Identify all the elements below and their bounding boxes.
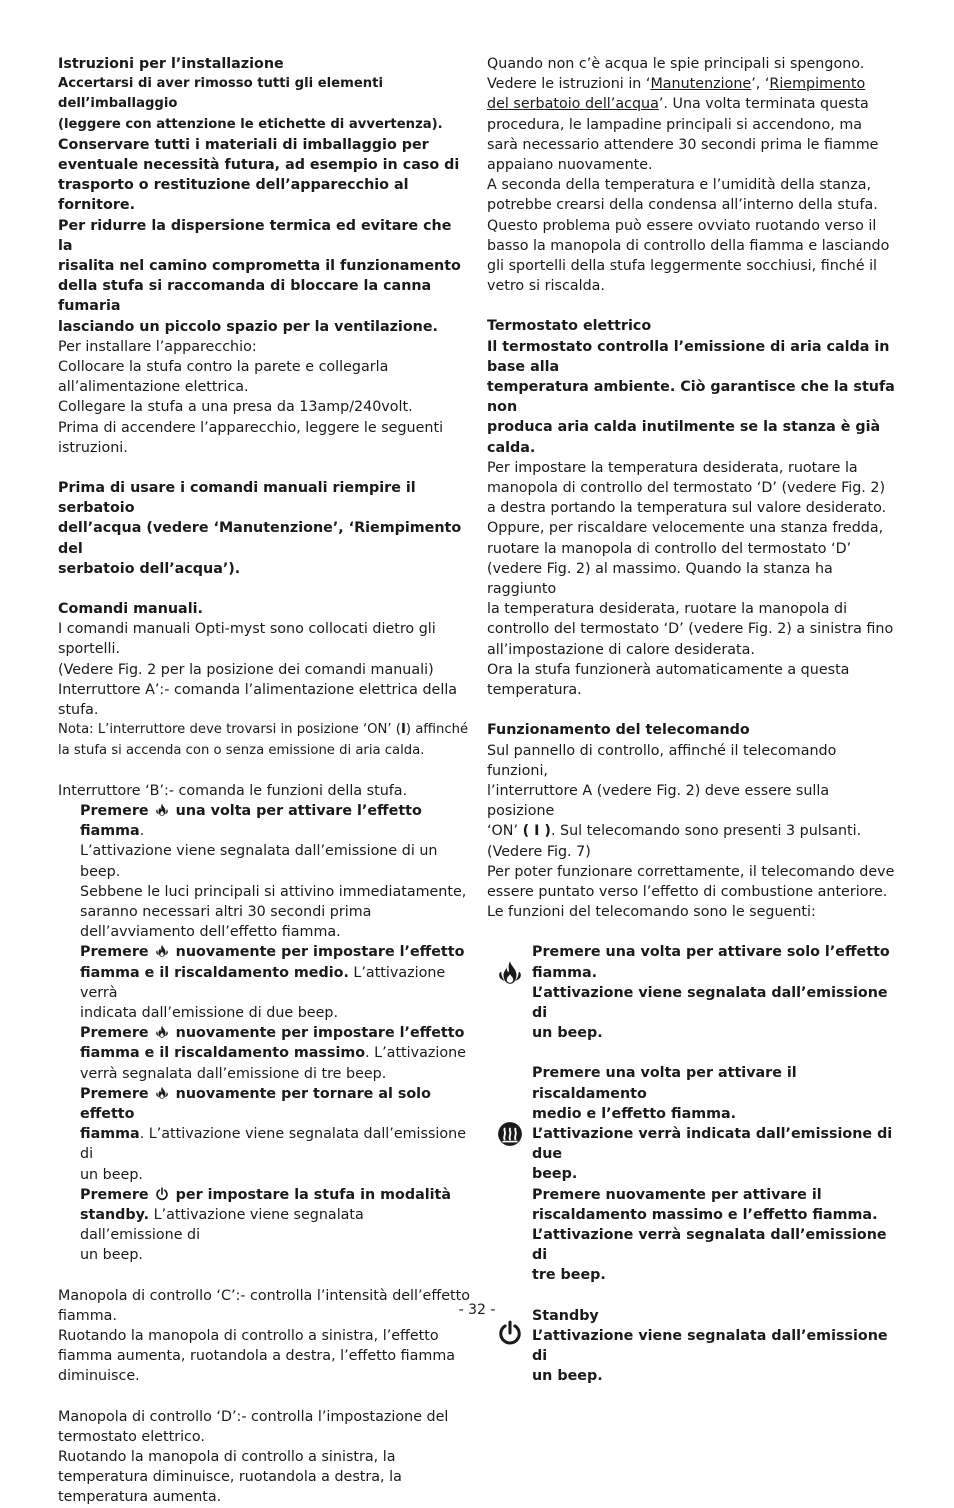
bold-line: Premere una volta per attivare solo l’effetto — [532, 944, 890, 961]
text-line: ruotare la manopola di controllo del termostato ‘D’ — [487, 540, 852, 557]
text-line: Manopola di controllo ‘D’:- controlla l’impostazione del — [58, 1408, 449, 1425]
switch-b-steps — [58, 801, 470, 1266]
text-line: (Vedere Fig. 2 per la posizione dei comandi manuali) — [58, 661, 434, 678]
text-line: Sul pannello di controllo, affinché il telecomando funzioni, — [487, 742, 837, 779]
text-line: sportelli. — [58, 641, 121, 658]
on-symbol: ( I ) — [522, 823, 551, 840]
text-line: Interruttore A’:- comanda l’alimentazione elettrica della — [58, 681, 458, 698]
thermostat-bold — [487, 337, 899, 458]
bold-line: dell’acqua (vedere ‘Manutenzione’, ‘Riempimento del — [58, 520, 462, 557]
bold-text: fiamma e il riscaldamento massimo — [80, 1045, 366, 1062]
bold-line: serbatoio dell’acqua’). — [58, 560, 241, 577]
bold-line: riscaldamento massimo e l’effetto fiamma. — [532, 1206, 878, 1223]
text-line: temperatura. — [487, 682, 582, 699]
text-line: L’attivazione viene segnalata dall’emissione di un beep. — [80, 843, 438, 880]
text-line: Quando non c’è acqua le spie principali si spengono. — [487, 56, 865, 72]
bold-line: beep. — [532, 1166, 578, 1183]
on-symbol: I — [400, 722, 406, 738]
flame-icon — [497, 960, 523, 986]
power-icon — [155, 1187, 169, 1201]
text-line: saranno necessari altri 30 secondi prima — [80, 903, 372, 920]
switch-b-text: Interruttore ‘B’:- comanda le funzioni della stufa. — [58, 782, 408, 799]
flame-icon — [155, 944, 169, 958]
manual-controls-text — [58, 619, 470, 720]
text-line: fiamma aumenta, ruotandola a destra, l’effetto fiamma — [58, 1348, 456, 1365]
thermostat-text — [487, 458, 899, 700]
text-line: Ora la stufa funzionerà automaticamente a questa — [487, 661, 850, 678]
text-line: un beep. — [80, 1247, 143, 1264]
bold-line: L’attivazione viene segnalata dall’emissione di — [532, 1327, 888, 1364]
remote-flame-function — [487, 942, 899, 1043]
flame-icon — [155, 1025, 169, 1039]
text: ’, ‘ — [751, 76, 770, 93]
nota-text: Nota: L’interruttore deve trovarsi in posizione ‘ON’ ( — [58, 722, 401, 738]
text-line: Per poter funzionare correttamente, il telecomando deve — [487, 863, 895, 880]
text-line: procedura, le lampadine principali si accendono, ma — [487, 116, 863, 133]
refill-link[interactable]: del serbatoio dell’acqua — [487, 96, 659, 113]
text-line: Sebbene le luci principali si attivino immediatamente, — [80, 883, 467, 900]
flame-icon — [155, 803, 169, 817]
text-line: Oppure, per riscaldare velocemente una stanza fredda, — [487, 520, 884, 537]
maintenance-link[interactable]: Manutenzione — [650, 76, 752, 93]
text-line: temperatura aumenta. — [58, 1489, 222, 1506]
install-steps — [58, 337, 470, 458]
text-line: stufa. — [58, 702, 99, 719]
heat-icon — [497, 1121, 523, 1147]
nota — [58, 720, 470, 760]
bold-text: per impostare la stufa in modalità — [175, 1186, 452, 1203]
text-line: termostato elettrico. — [58, 1428, 205, 1445]
bold-text: standby. — [80, 1206, 150, 1223]
text-line: A seconda della temperatura e l’umidità della stanza, — [487, 177, 872, 194]
text: L’attivazione viene segnalata dall’emissione di — [80, 1206, 364, 1244]
install-bold-notes — [58, 135, 470, 337]
text-line: all’alimentazione elettrica. — [58, 379, 249, 396]
bold-line: Conservare tutti i materiali di imballaggio per — [58, 136, 429, 153]
thermostat-title: Termostato elettrico — [487, 318, 652, 335]
bold-line: L’attivazione viene segnalata dall’emissione di — [532, 984, 888, 1021]
text-line: controllo del termostato ‘D’ (vedere Fig. 2) a sinistra fino — [487, 621, 894, 638]
bold-text: nuovamente per impostare l’effetto — [175, 1025, 465, 1042]
text-line: Prima di accendere l’apparecchio, leggere le seguenti — [58, 419, 444, 436]
text-line: verrà segnalata dall’emissione di tre beep. — [80, 1065, 387, 1082]
bold-text: Premere — [80, 1025, 149, 1042]
text-line: l’interruttore A (vedere Fig. 2) deve essere sulla posizione — [487, 782, 830, 820]
text-line: vetro si riscalda. — [487, 278, 605, 295]
text-line: istruzioni. — [58, 439, 128, 456]
bold-line: trasporto o restituzione dell’apparecchio al fornitore. — [58, 177, 409, 214]
nota-text: ) affinché — [405, 722, 469, 738]
before-manual-note — [58, 478, 470, 579]
install-title: Istruzioni per l’installazione — [58, 56, 284, 72]
bold-line: risalita nel camino comprometta il funzionamento — [58, 258, 461, 275]
page-number: - 32 - — [458, 1302, 496, 1318]
bold-line: Per ridurre la dispersione termica ed evitare che la — [58, 217, 452, 254]
text-line: gli sportelli della stufa leggermente socchiusi, finché il — [487, 258, 878, 275]
bold-line: Prima di usare i comandi manuali riempire il serbatoio — [58, 480, 416, 517]
manual-controls-title: Comandi manuali. — [58, 601, 203, 618]
text: . L’attivazione — [365, 1045, 466, 1062]
bold-text: fiamma — [80, 1126, 140, 1143]
nota-text: la stufa si accenda con o senza emissione di aria calda. — [58, 742, 425, 758]
text-line: sarà necessario attendere 30 secondi prima le fiamme — [487, 136, 879, 153]
remote-heat-function — [487, 1063, 899, 1285]
text: ‘ON’ — [487, 823, 523, 840]
text-line: all’impostazione di calore desiderata. — [487, 641, 755, 658]
bold-line: tre beep. — [532, 1267, 606, 1284]
bold-text: Premere — [80, 1085, 149, 1102]
text-line: (vedere Fig. 2) al massimo. Quando la stanza ha raggiunto — [487, 560, 833, 598]
text-line: temperatura diminuisce, ruotandola a destra, la — [58, 1469, 402, 1486]
bold-line: eventuale necessità futura, ad esempio in caso di — [58, 157, 460, 174]
bold-line: Standby — [532, 1307, 599, 1324]
text-line: a destra portando la temperatura sul valore desiderato. — [487, 500, 887, 517]
bold-line: L’attivazione verrà indicata dall’emissione di due — [532, 1125, 893, 1163]
text: ’. Una volta terminata questa — [658, 96, 869, 113]
install-warning — [58, 74, 470, 135]
knob-c-text — [58, 1286, 470, 1387]
bold-line: produca aria calda inutilmente se la stanza è già calda. — [487, 419, 881, 456]
bold-line: della stufa si raccomanda di bloccare la canna fumaria — [58, 278, 432, 315]
bold-text: Premere — [80, 1186, 149, 1203]
bold-text: Premere — [80, 802, 149, 819]
text-line: la temperatura desiderata, ruotare la manopola di — [487, 601, 848, 618]
bold-line: Premere una volta per attivare il riscaldamento — [532, 1065, 797, 1102]
refill-link[interactable]: Riempimento — [769, 76, 866, 93]
text-line: appaiano nuovamente. — [487, 157, 653, 174]
bold-line: medio e l’effetto fiamma. — [532, 1105, 737, 1122]
text-line: fiamma. — [58, 1307, 117, 1324]
text: . L’attivazione viene segnalata dall’emissione di — [80, 1126, 466, 1163]
text-line: dell’avviamento dell’effetto fiamma. — [80, 924, 341, 941]
text-line: diminuisce. — [58, 1368, 140, 1385]
right-column — [487, 54, 899, 1386]
bold-line: L’attivazione verrà segnalata dall’emissione di — [532, 1226, 887, 1264]
text-line: manopola di controllo del termostato ‘D’ (vedere Fig. 2) — [487, 480, 886, 497]
left-column — [58, 54, 470, 1508]
flame-icon — [155, 1086, 169, 1100]
bold-line: un beep. — [532, 1368, 603, 1385]
text: . Sul telecomando sono presenti 3 pulsanti. — [550, 823, 862, 840]
text: L’attivazione verrà — [80, 964, 446, 1001]
bold-text: nuovamente per impostare l’effetto — [175, 944, 465, 961]
power-icon — [497, 1320, 523, 1346]
text-line: (Vedere Fig. 7) — [487, 843, 591, 860]
text: Vedere le istruzioni in ‘ — [487, 76, 651, 93]
text-line: indicata dall’emissione di due beep. — [80, 1004, 339, 1021]
text-line: Le funzioni del telecomando sono le seguenti: — [487, 904, 816, 921]
text-line: un beep. — [80, 1166, 143, 1183]
text-line: essere puntato verso l’effetto di combustione anteriore. — [487, 883, 888, 900]
bold-line: fiamma. — [532, 964, 598, 981]
bold-text: fiamma e il riscaldamento medio. — [80, 964, 349, 981]
text-line: basso la manopola di controllo della fiamma e lasciando — [487, 237, 890, 254]
text-line: Collegare la stufa a una presa da 13amp/240volt. — [58, 399, 413, 416]
bold-line: un beep. — [532, 1025, 603, 1042]
text-line: Questo problema può essere ovviato ruotando verso il — [487, 217, 877, 234]
bold-line: temperatura ambiente. Ciò garantisce che la stufa non — [487, 379, 895, 416]
bold-line: lasciando un piccolo spazio per la ventilazione. — [58, 318, 438, 335]
bold-text: nuovamente per tornare al solo effetto — [80, 1085, 431, 1122]
text-line: Collocare la stufa contro la parete e collegarla — [58, 359, 389, 376]
text-line: Ruotando la manopola di controllo a sinistra, l’effetto — [58, 1327, 439, 1344]
remote-title: Funzionamento del telecomando — [487, 722, 750, 739]
text-line: Per installare l’apparecchio: — [58, 338, 257, 355]
warning-line: Accertarsi di aver rimosso tutti gli elementi dell’imballaggio — [58, 76, 384, 112]
text-line: potrebbe crearsi della condensa all’interno della stufa. — [487, 197, 878, 214]
text-line: Per impostare la temperatura desiderata, ruotare la — [487, 459, 858, 476]
text-line: I comandi manuali Opti-myst sono collocati dietro gli — [58, 621, 436, 638]
bold-text: una volta per attivare l’effetto fiamma — [80, 802, 422, 840]
warning-line: (leggere con attenzione le etichette di avvertenza). — [58, 116, 443, 132]
text-line: Manopola di controllo ‘C’:- controlla l’intensità dell’effetto — [58, 1287, 470, 1304]
bold-text: Premere — [80, 944, 149, 961]
bold-line: Premere nuovamente per attivare il — [532, 1186, 822, 1203]
knob-d-text — [58, 1407, 470, 1508]
text: . — [139, 823, 145, 840]
text-line: Ruotando la manopola di controllo a sinistra, la — [58, 1449, 396, 1465]
bold-line: Il termostato controlla l’emissione di aria calda in base alla — [487, 338, 890, 375]
